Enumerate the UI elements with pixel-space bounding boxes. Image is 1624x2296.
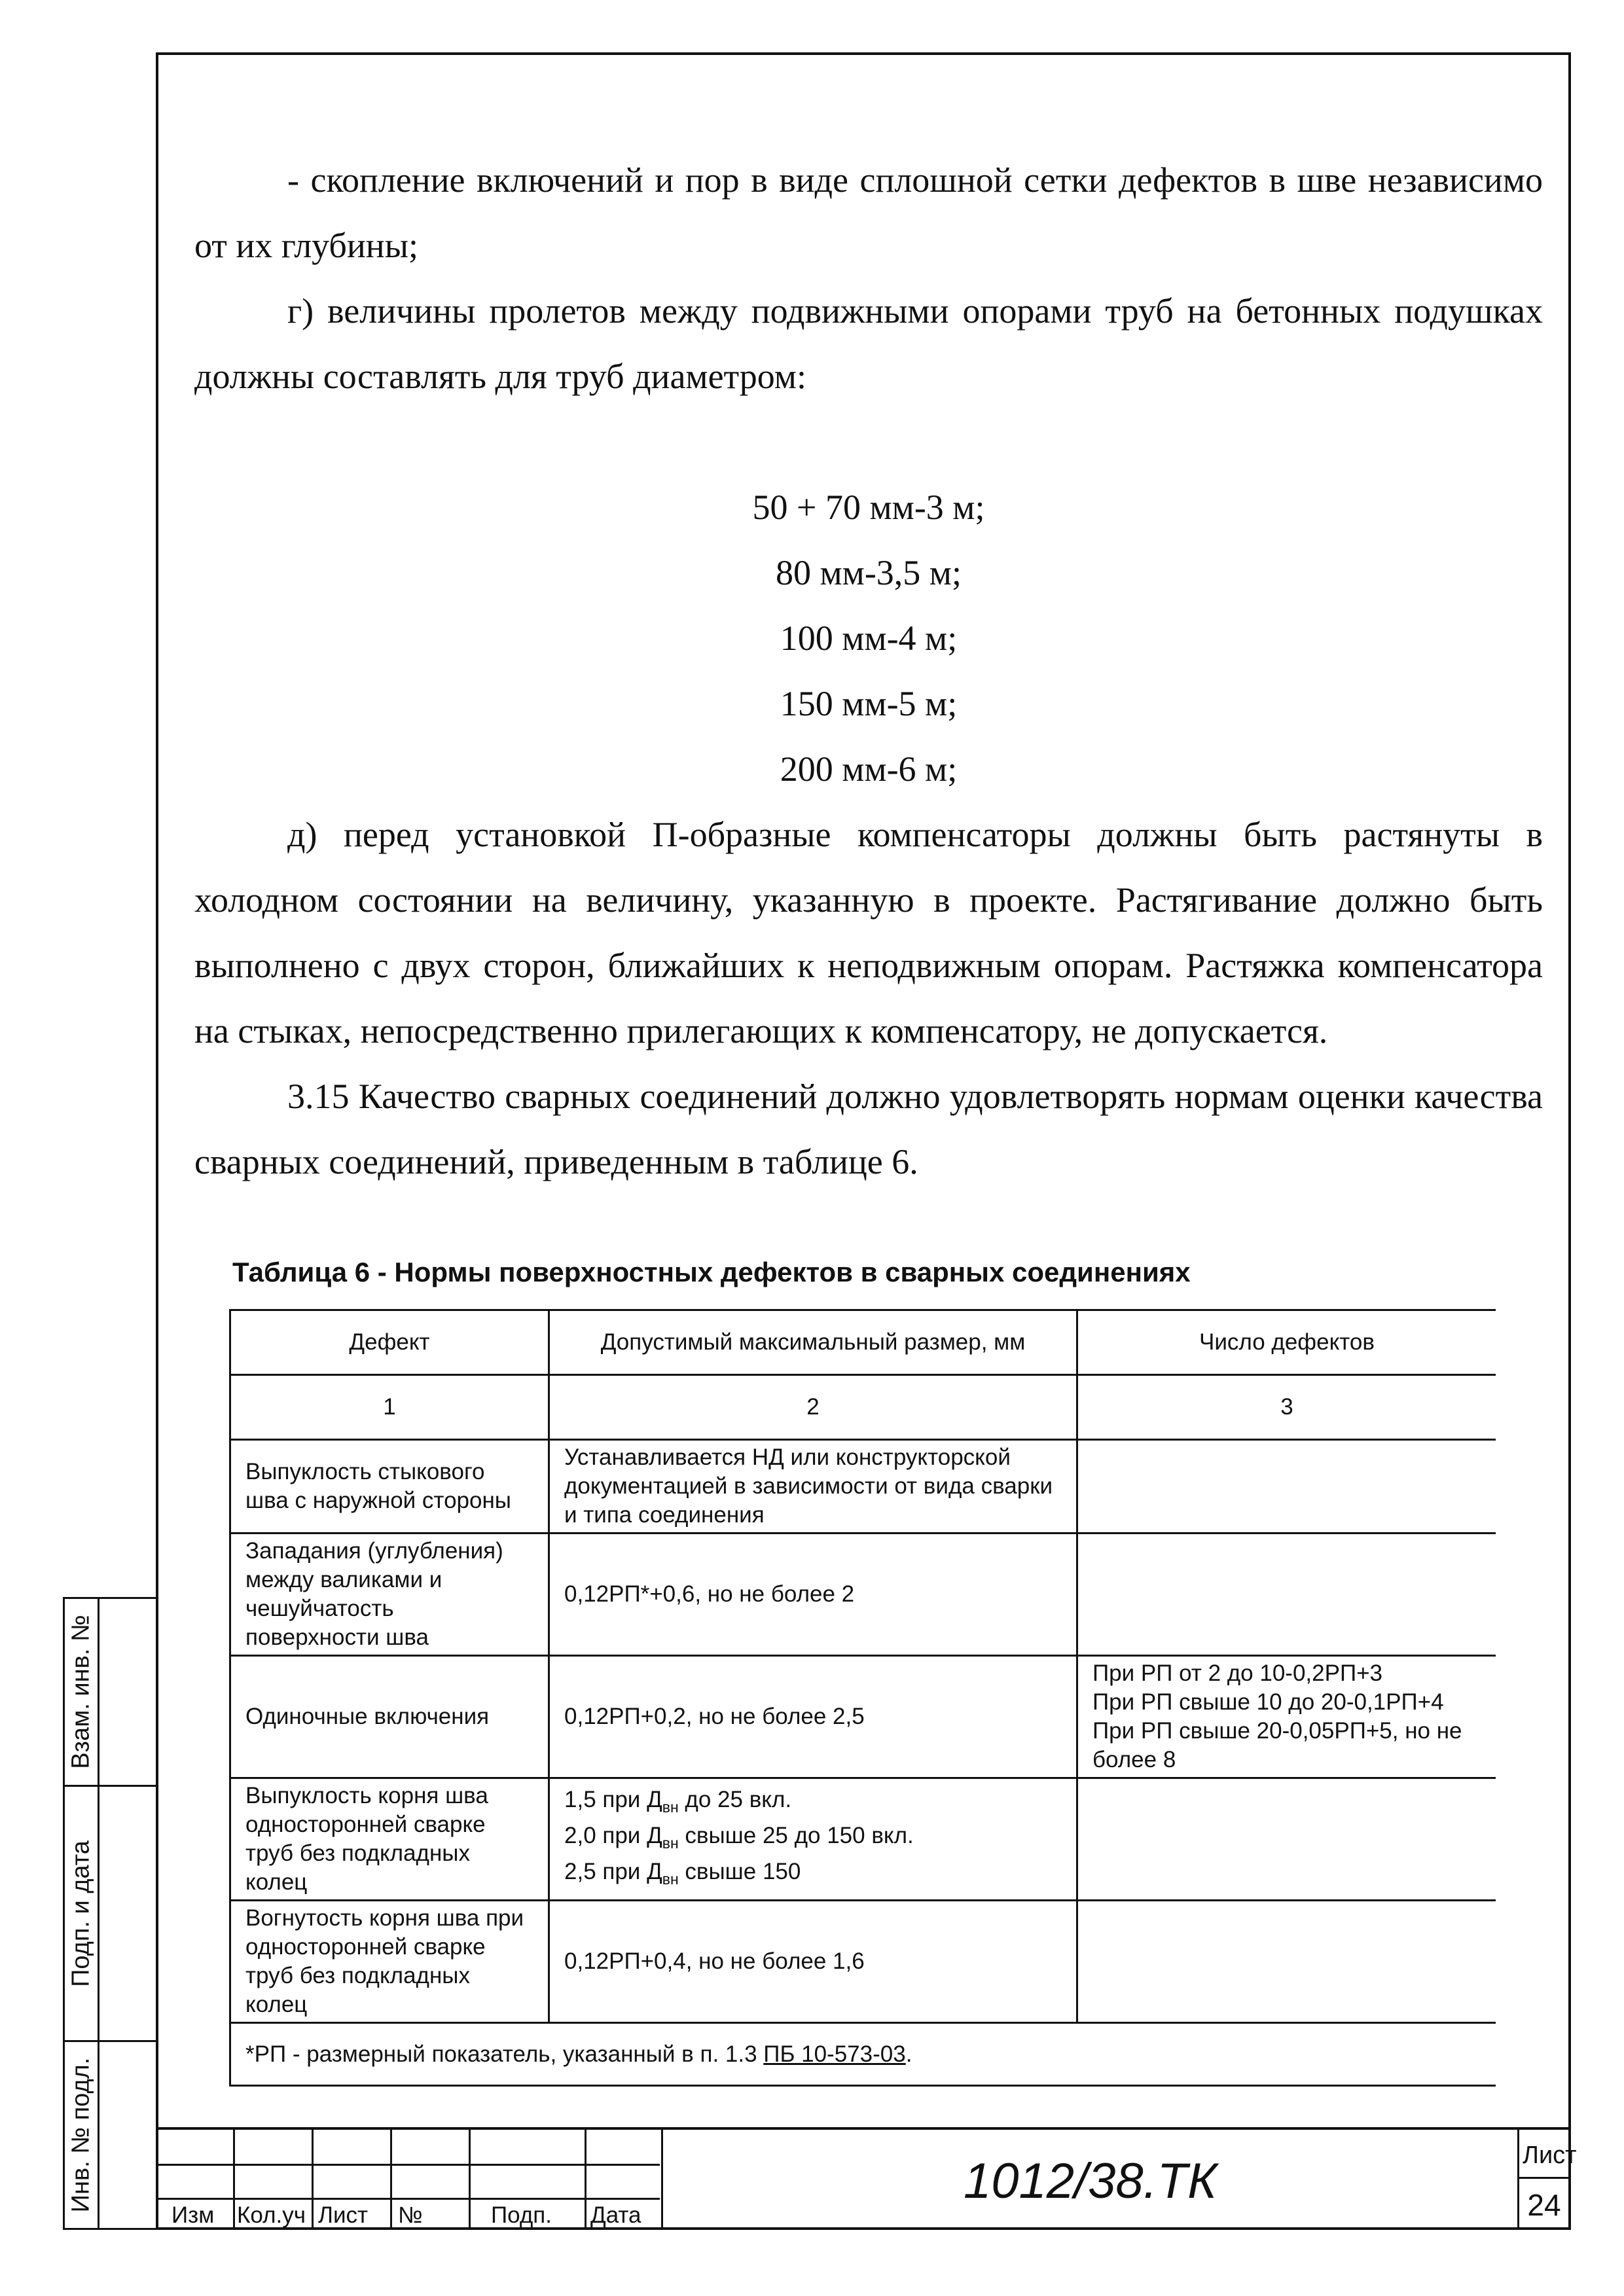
divider [390, 2130, 392, 2230]
header-cell: Дефект [230, 1310, 549, 1375]
column-label-doc-number: № [398, 2202, 423, 2228]
size-line-text: до 25 вкл. [678, 1786, 792, 1812]
size-cell: Устанавливается НД или конструкторской документацией в зависимости от вида сварки и типа соединения [549, 1440, 1077, 1534]
size-line-text: свыше 150 [678, 1858, 801, 1884]
count-cell [1077, 1656, 1496, 1778]
table-row [230, 1440, 1496, 1534]
size-line-text: свыше 25 до 150 вкл. [678, 1822, 914, 1848]
size-line [564, 1821, 1062, 1857]
paragraph-compensators: д) перед установкой П-образные компенсаторы должны быть растянуты в холодном состоянии на величину, указанную в проекте. Растягивание должно быть выполнено с двух сторон, ближайших к неподвижным опорам. Растяжка компенсатора на стыках, непосредственно прилегающих к компенсатору, не допускается. [194, 815, 1543, 1050]
size-cell [549, 1778, 1077, 1901]
count-cell [1077, 1901, 1496, 2023]
table-note-row [230, 2023, 1496, 2086]
size-line [564, 1785, 1062, 1821]
count-cell [1077, 1778, 1496, 1901]
table-number-row [230, 1375, 1496, 1440]
table-row [230, 1534, 1496, 1656]
span-line: 200 мм-6 м; [780, 749, 958, 789]
spacer [194, 409, 1543, 475]
span-line: 100 мм-4 м; [780, 619, 958, 658]
subscript: вн [662, 1798, 679, 1816]
stamp-original-inv [63, 2042, 156, 2230]
count-line: При РП от 2 до 10-0,2РП+3 [1092, 1660, 1383, 1686]
paragraph-welds: 3.15 Качество сварных соединений должно удовлетворять нормам оценки качества сварных соединений, приведенным в таблице 6. [194, 1077, 1543, 1181]
note-text: . [905, 2041, 912, 2067]
stamp-replacement-inv [63, 1597, 156, 1787]
table-row [230, 1778, 1496, 1901]
table-row [230, 1656, 1496, 1778]
count-line: При РП свыше 20-0,05РП+5, но не более 8 [1092, 1718, 1462, 1772]
defects-table [229, 1309, 1496, 2087]
stamp-signature-date [63, 1787, 156, 2042]
table-row [230, 1901, 1496, 2023]
document-code: 1012/38.ТК [963, 2153, 1218, 2209]
count-cell [1077, 1534, 1496, 1656]
column-label-date: Дата [590, 2202, 641, 2228]
sheet-number: 24 [1527, 2188, 1561, 2222]
stamp-label: Взам. инв. № [67, 1615, 95, 1769]
divider [469, 2130, 471, 2230]
paragraph-spans: г) величины пролетов между подвижными опорами труб на бетонных подушках должны составлять для труб диаметром: [194, 291, 1543, 396]
span-line: 50 + 70 мм-3 м; [752, 488, 985, 527]
title-block [156, 2127, 1577, 2230]
size-line [564, 1857, 1062, 1893]
count-line: При РП свыше 10 до 20-0,1РП+4 [1092, 1689, 1444, 1715]
column-number: 1 [230, 1375, 549, 1440]
column-label-change: Изм [171, 2202, 215, 2228]
defect-cell: Вогнутость корня шва при односторонней сварке труб без подкладных колец [230, 1901, 549, 2023]
divider [1517, 2177, 1571, 2179]
divider [585, 2130, 586, 2230]
count-cell [1077, 1440, 1496, 1534]
size-line-text: 2,5 при Д [564, 1858, 662, 1884]
table-note [230, 2023, 1496, 2086]
header-cell: Допустимый максимальный размер, мм [549, 1310, 1077, 1375]
subscript: вн [662, 1834, 679, 1852]
subscript: вн [662, 1870, 679, 1888]
span-line: 80 мм-3,5 м; [775, 553, 962, 592]
size-cell: 0,12РП+0,4, но не более 1,6 [549, 1901, 1077, 2023]
note-text: *РП - размерный показатель, указанный в п. 1.3 [245, 2041, 764, 2067]
divider [233, 2130, 235, 2230]
column-label-signature: Подп. [491, 2202, 552, 2228]
stamp-label-cell [65, 2042, 99, 2228]
table-header-row [230, 1310, 1496, 1375]
standard-link[interactable]: ПБ 10-573-03 [763, 2041, 906, 2067]
stamp-label-cell [65, 1599, 99, 1785]
table-title: Таблица 6 - Нормы поверхностных дефектов в сварных соединениях [232, 1257, 1191, 1287]
stamp-label-cell [65, 1787, 99, 2040]
defect-cell: Западания (углубления) между валиками и чешуйчатость поверхности шва [230, 1534, 549, 1656]
column-label-sheet: Лист [318, 2202, 369, 2228]
span-line: 150 мм-5 м; [780, 684, 958, 723]
size-cell: 0,12РП+0,2, но не более 2,5 [549, 1656, 1077, 1778]
defect-cell: Выпуклость корня шва односторонней сварке труб без подкладных колец [230, 1778, 549, 1901]
defect-cell: Одиночные включения [230, 1656, 549, 1778]
size-line-text: 2,0 при Д [564, 1822, 662, 1848]
stamp-label: Инв. № подл. [67, 2057, 95, 2213]
column-number: 2 [549, 1375, 1077, 1440]
divider [312, 2130, 314, 2230]
body-text [194, 147, 1543, 1194]
header-cell: Число дефектов [1077, 1310, 1496, 1375]
size-cell: 0,12РП*+0,6, но не более 2 [549, 1534, 1077, 1656]
stamp-label: Подп. и дата [67, 1840, 95, 1987]
column-label-quantity: Кол.уч [237, 2202, 306, 2228]
defect-cell: Выпуклость стыкового шва с наружной стороны [230, 1440, 549, 1534]
paragraph-defects-cluster: - скопление включений и пор в виде сплошной сетки дефектов в шве независимо от их глубины; [194, 160, 1543, 265]
sheet-label: Лист [1523, 2142, 1577, 2169]
size-line-text: 1,5 при Д [564, 1786, 662, 1812]
column-number: 3 [1077, 1375, 1496, 1440]
